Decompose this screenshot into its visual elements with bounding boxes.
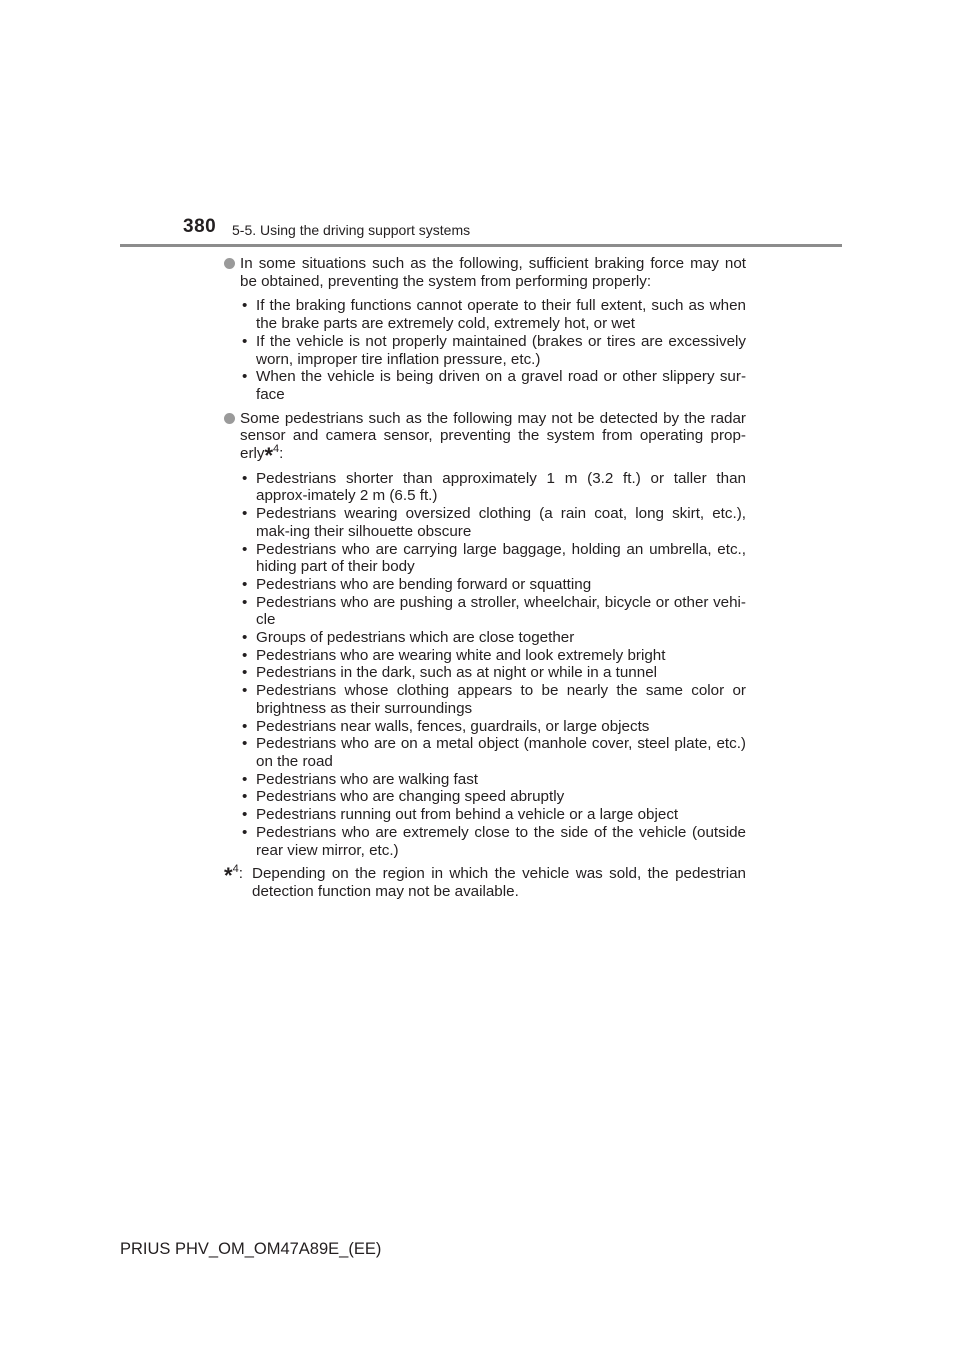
list-item: • If the vehicle is not properly maintained (brakes or tires are excessively worn, improper tire inflation pressure, etc.)	[242, 332, 746, 368]
list-item: • When the vehicle is being driven on a gravel road or other slippery sur-face	[242, 368, 746, 403]
list-item: • Pedestrians who are on a metal object (manhole cover, steel plate, etc.) on the road	[242, 735, 746, 770]
bullet-dot-icon	[224, 413, 235, 424]
braking-list	[240, 297, 746, 403]
list-item: • Pedestrians running out from behind a vehicle or a large object	[242, 806, 679, 824]
footnote-star: *	[264, 443, 274, 469]
list-item: • Pedestrians wearing oversized clothing (a rain coat, long skirt, etc.), mak-ing their silhouette obscure	[242, 505, 746, 540]
list-item: • Pedestrians near walls, fences, guardrails, or large objects	[242, 717, 650, 735]
pedestrian-list	[240, 470, 746, 859]
footnote-marker: *$^4$:	[224, 863, 243, 889]
content	[224, 255, 746, 901]
list-item: • Pedestrians in the dark, such as at night or while in a tunnel	[242, 664, 658, 682]
list-item: • Pedestrians shorter than approximately 1 m (3.2 ft.) or taller than approx-imately 2 m (6.5 ft.)	[242, 469, 746, 505]
list-item: • Pedestrians who are walking fast	[242, 770, 479, 788]
list-item: • Pedestrians who are changing speed abruptly	[242, 788, 565, 806]
section-braking	[224, 255, 746, 290]
list-item: • If the braking functions cannot operate to their full extent, such as when the brake parts are extremely cold, extremely hot, or wet	[242, 297, 746, 333]
section-intro: Some pedestrians such as the following may not be detected by the radar sensor and camera sensor, preventing the system from operating prop-erly	[240, 409, 746, 463]
list-item: • Pedestrians whose clothing appears to be nearly the same color or brightness as their surroundings	[242, 682, 746, 717]
section-intro: In some situations such as the following, sufficient braking force may not be obtained, preventing the system from performing properly:	[240, 255, 746, 290]
list-item: • Pedestrians who are carrying large baggage, holding an umbrella, etc., hiding part of their body	[242, 540, 746, 576]
list-item: • Pedestrians who are extremely close to the side of the vehicle (outside rear view mirror, etc.)	[242, 823, 746, 859]
section-title: 5-5. Using the driving support systems	[232, 222, 471, 238]
footnote-ref: 4	[273, 443, 280, 456]
list-item: • Pedestrians who are pushing a stroller, wheelchair, bicycle or other vehi-cle	[242, 593, 746, 629]
section-pedestrians: Some pedestrians such as the following may not be detected by the radar sensor and camera sensor, preventing the system from operating prop-erly*$^4$:	[224, 410, 746, 463]
list-item: • Pedestrians who are bending forward or squatting	[242, 575, 592, 593]
footnote-text: Depending on the region in which the vehicle was sold, the pedestrian detection function may not be available.	[252, 865, 746, 900]
header-rule	[120, 244, 842, 247]
list-item: • Groups of pedestrians which are close together	[242, 629, 575, 647]
footnote	[224, 865, 746, 900]
footer-doc-code: PRIUS PHV_OM_OM47A89E_(EE)	[120, 1240, 382, 1258]
page-number: 380	[183, 216, 217, 237]
list-item: • Pedestrians who are wearing white and look extremely bright	[242, 646, 666, 664]
bullet-dot-icon	[224, 258, 235, 269]
